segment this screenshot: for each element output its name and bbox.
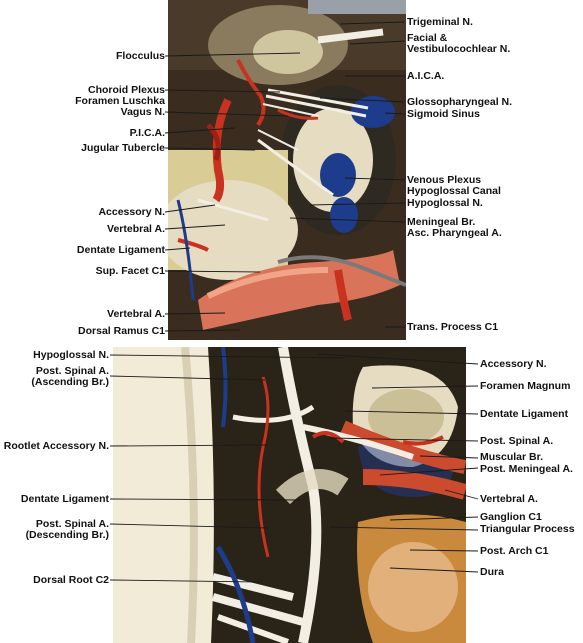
- label-dura: Dura: [480, 566, 504, 578]
- label-glossopharyngeal-nerve: Glossopharyngeal N.: [407, 96, 513, 108]
- label-accessory-nerve: Accessory N.: [98, 206, 165, 218]
- label-vertebral-artery: Vertebral A.: [107, 223, 165, 235]
- label-jugular-tubercle: Jugular Tubercle: [81, 142, 165, 154]
- label-dentate-ligament-bottom: Dentate Ligament: [20, 493, 109, 505]
- label-vagus-nerve: Vagus N.: [120, 106, 165, 118]
- label-foramen-luschka: Foramen Luschka: [75, 95, 165, 107]
- label-ganglion-c1: Ganglion C1: [480, 511, 542, 523]
- label-dentate-ligament: Dentate Ligament: [76, 244, 165, 256]
- label-accessory-nerve-bottom: Accessory N.: [480, 358, 547, 370]
- top-dissection-photo: [168, 0, 406, 340]
- label-trans-process-c1: Trans. Process C1: [407, 321, 499, 333]
- bottom-dissection-photo: [113, 347, 466, 643]
- label-triangular-process: Triangular Process: [480, 523, 575, 535]
- label-dorsal-root-c2: Dorsal Root C2: [33, 574, 109, 586]
- label-trigeminal-nerve: Trigeminal N.: [407, 16, 473, 28]
- bottom-photo-illustration: [113, 347, 466, 643]
- label-vertebral-artery-lower: Vertebral A.: [107, 308, 165, 320]
- label-dentate-ligament-right: Dentate Ligament: [480, 408, 569, 420]
- label-aica: A.I.C.A.: [407, 70, 445, 82]
- label-descending-branch: (Descending Br.): [25, 529, 109, 541]
- label-hypoglossal-nerve: Hypoglossal N.: [407, 197, 483, 209]
- label-post-meningeal-artery: Post. Meningeal A.: [480, 463, 573, 475]
- label-meningeal-branch: Meningeal Br.: [407, 216, 476, 228]
- label-hypoglossal-canal: Hypoglossal Canal: [407, 185, 501, 197]
- top-photo-illustration: [168, 0, 406, 340]
- label-sigmoid-sinus: Sigmoid Sinus: [407, 108, 480, 120]
- label-venous-plexus: Venous Plexus: [407, 174, 482, 186]
- label-post-spinal-artery-desc: Post. Spinal A.: [35, 518, 109, 530]
- label-post-arch-c1: Post. Arch C1: [480, 545, 549, 557]
- label-asc-pharyngeal-artery: Asc. Pharyngeal A.: [407, 227, 502, 239]
- label-muscular-branch: Muscular Br.: [480, 451, 544, 463]
- label-rootlet-accessory-nerve: Rootlet Accessory N.: [3, 440, 109, 452]
- label-ascending-branch: (Ascending Br.): [31, 376, 109, 388]
- label-post-spinal-artery-asc: Post. Spinal A.: [35, 365, 109, 377]
- label-facial-nerve: Facial &: [407, 32, 448, 44]
- label-foramen-magnum: Foramen Magnum: [480, 380, 571, 392]
- label-hypoglossal-nerve-bottom: Hypoglossal N.: [33, 349, 109, 361]
- label-choroid-plexus: Choroid Plexus: [87, 84, 165, 96]
- label-vestibulocochlear-nerve: Vestibulocochlear N.: [407, 43, 511, 55]
- label-sup-facet-c1: Sup. Facet C1: [95, 265, 165, 277]
- label-post-spinal-artery-right: Post. Spinal A.: [480, 435, 554, 447]
- label-flocculus: Flocculus: [115, 50, 165, 62]
- label-dorsal-ramus-c1: Dorsal Ramus C1: [78, 325, 165, 337]
- label-pica: P.I.C.A.: [129, 127, 165, 139]
- label-vertebral-artery-bottom: Vertebral A.: [480, 493, 538, 505]
